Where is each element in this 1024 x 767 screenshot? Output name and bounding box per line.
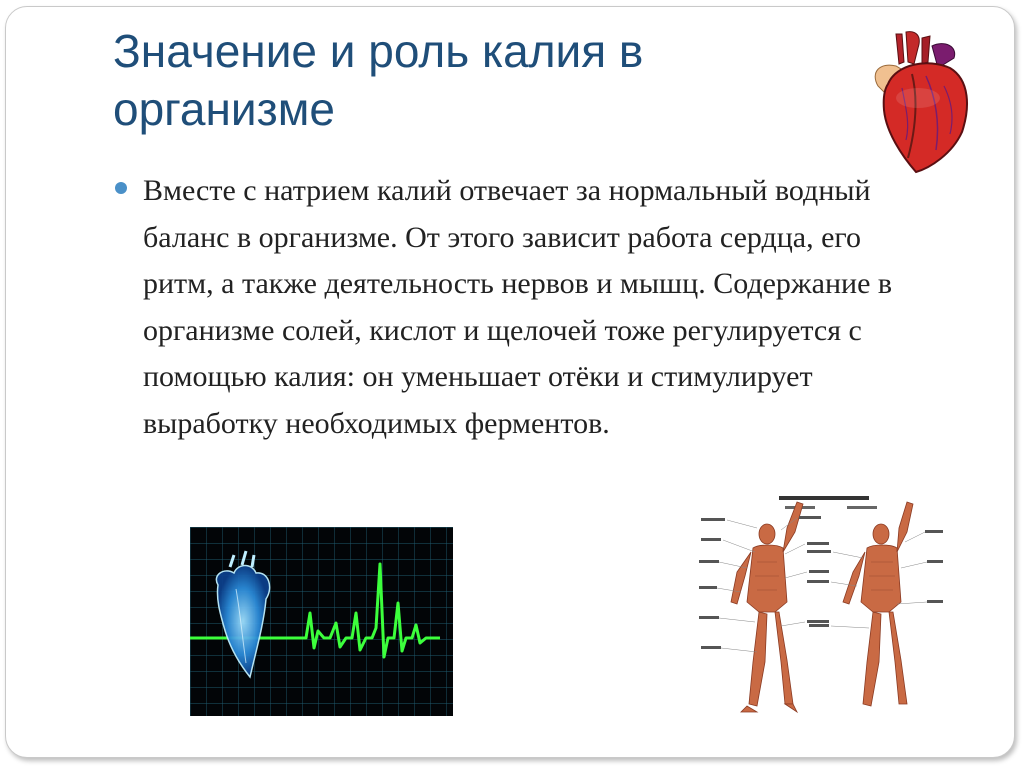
slide-body-text: Вместе с натрием калий отвечает за нормальный водный баланс в организме. От этого зависит работа сердца, его ритм, а также деятельность нервов и мышц. Содержание в организме солей, кислот и щелочей тоже регулируется с помощью калия: он уменьшает отёки и стимулирует выработку необходимых ферментов. [143,174,893,440]
bullet-dot [115,182,127,194]
muscle-anatomy-icon [697,492,945,718]
heart-icon [866,28,972,174]
slide-title: Значение и роль калия в организме [113,25,644,135]
ecg-heart-icon [190,527,453,716]
